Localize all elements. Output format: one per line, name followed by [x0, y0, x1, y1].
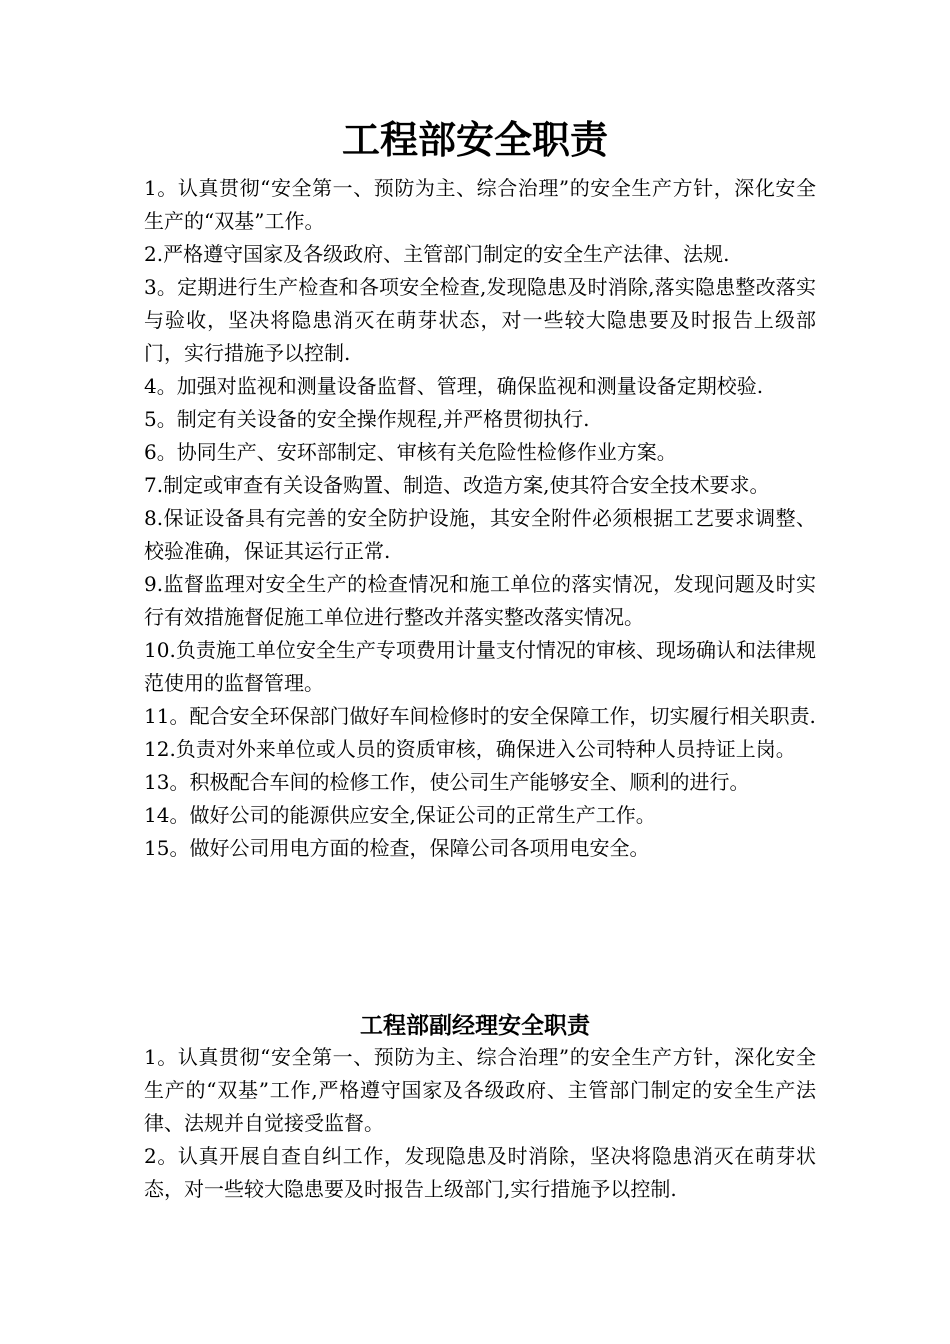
list-item: 2.严格遵守国家及各级政府、主管部门制定的安全生产法律、法规. — [144, 242, 730, 266]
document-title: 工程部安全职责 — [341, 117, 608, 162]
list-item: 9.监督监理对安全生产的检查情况和施工单位的落实情况，发现问题及时实行有效措施督促施工单位进行整改并落实整改落实情况。 — [144, 572, 816, 629]
responsibilities-list — [144, 172, 816, 865]
list-item: 13。积极配合车间的检修工作，使公司生产能够安全、顺利的进行。 — [144, 770, 750, 794]
section-subtitle: 工程部副经理安全职责 — [360, 1012, 590, 1039]
deputy-responsibilities-list — [144, 1041, 816, 1206]
list-item: 3。定期进行生产检查和各项安全检查,发现隐患及时消除,落实隐患整改落实与验收，坚决将隐患消灭在萌芽状态，对一些较大隐患要及时报告上级部门，实行措施予以控制. — [144, 275, 816, 365]
list-item: 15。做好公司用电方面的检查，保障公司各项用电安全。 — [144, 836, 650, 860]
list-item: 4。加强对监视和测量设备监督、管理，确保监视和测量设备定期校验. — [144, 374, 764, 398]
list-item: 1。认真贯彻“安全第一、预防为主、综合治理”的安全生产方针，深化安全生产的“双基”工作,严格遵守国家及各级政府、主管部门制定的安全生产法律、法规并自觉接受监督。 — [144, 1045, 816, 1135]
list-item: 2。认真开展自查自纠工作，发现隐患及时消除，坚决将隐患消灭在萌芽状态，对一些较大隐患要及时报告上级部门,实行措施予以控制. — [144, 1144, 816, 1201]
list-item: 8.保证设备具有完善的安全防护设施，其安全附件必须根据工艺要求调整、校验准确，保证其运行正常. — [144, 506, 816, 563]
list-item: 6。协同生产、安环部制定、审核有关危险性检修作业方案。 — [144, 440, 677, 464]
list-item: 1。认真贯彻“安全第一、预防为主、综合治理”的安全生产方针，深化安全生产的“双基”工作。 — [144, 176, 816, 233]
list-item: 12.负责对外来单位或人员的资质审核，确保进入公司特种人员持证上岗。 — [144, 737, 796, 761]
list-item: 10.负责施工单位安全生产专项费用计量支付情况的审核、现场确认和法律规范使用的监督管理。 — [144, 638, 816, 695]
deputy-responsibilities-section — [144, 1041, 816, 1206]
list-item: 7.制定或审查有关设备购置、制造、改造方案,使其符合安全技术要求。 — [144, 473, 770, 497]
responsibilities-section — [144, 172, 816, 865]
list-item: 11。配合安全环保部门做好车间检修时的安全保障工作，切实履行相关职责. — [144, 704, 816, 728]
list-item: 14。做好公司的能源供应安全,保证公司的正常生产工作。 — [144, 803, 656, 827]
list-item: 5。制定有关设备的安全操作规程,并严格贯彻执行. — [144, 407, 590, 431]
